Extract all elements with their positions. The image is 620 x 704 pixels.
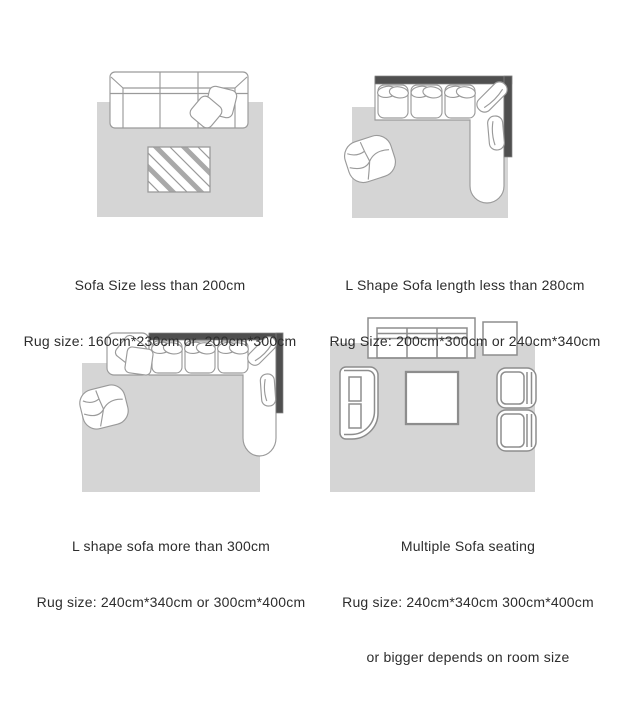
quadrant-title: Sofa Size less than 200cm: [74, 277, 246, 293]
quadrant-title: Multiple Sofa seating: [400, 538, 536, 554]
quadrant-rug-sizes: Rug size: 240cm*340cm or 300cm*400cm: [36, 593, 306, 610]
quadrant-rug-sizes-note: or bigger depends on room size: [366, 649, 570, 665]
caption-straight-sofa: [10, 239, 310, 387]
quadrant-rug-sizes: Rug Size: 200cm*300cm or 240cm*340cm: [329, 332, 601, 349]
armchair: [497, 410, 536, 451]
quadrant-rug-sizes: Rug size: 160cm*230cm or 200cm*300cm: [23, 332, 297, 349]
quadrant-rug-sizes: Rug size: 240cm*340cm 300cm*400cm: [342, 593, 594, 610]
quadrant-title: L Shape Sofa length less than 280cm: [345, 277, 585, 293]
caption-l-shape-small: [314, 239, 616, 387]
quadrant-title: L shape sofa more than 300cm: [71, 538, 271, 554]
sofa-back: [375, 76, 512, 84]
l-shape-sofa-small-illustration: [341, 76, 512, 218]
caption-multiple-sofa: [318, 500, 618, 704]
side-pillow: [487, 115, 505, 150]
straight-sofa-illustration: [97, 72, 263, 217]
caption-l-shape-large: [20, 500, 322, 648]
